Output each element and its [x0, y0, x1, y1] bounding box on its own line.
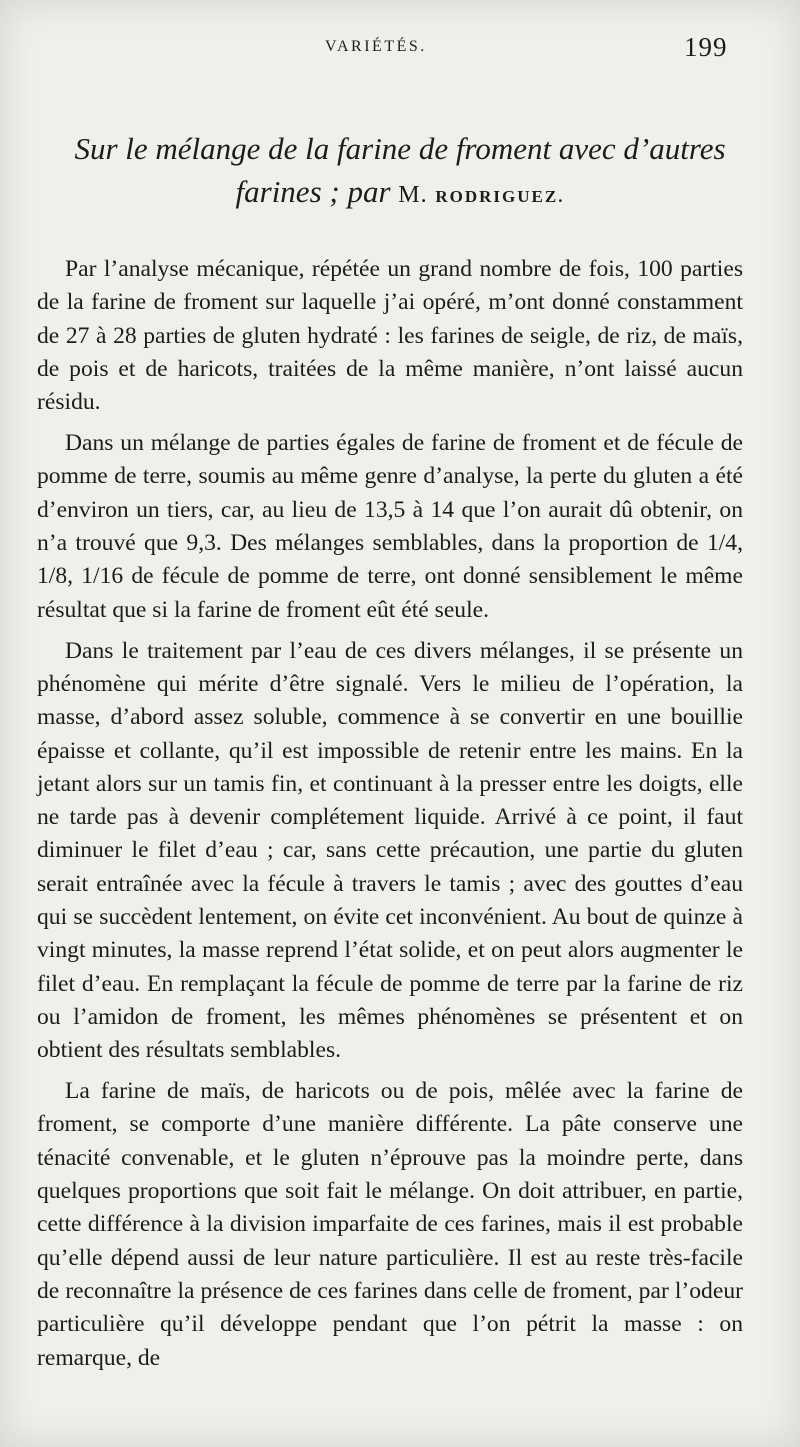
- paragraph: Dans un mélange de parties égales de farine de froment et de fécule de pomme de terre, soumis au même genre d’analyse, la perte du gluten a été d’environ un tiers, car, au lieu de 13,5 à 14 que l’on aurait dû obtenir, on n’a trouvé que 9,3. Des mélanges semblables, dans la proportion de 1/4, 1/8, 1/16 de fécule de pomme de terre, ont donné sensiblement le même résultat que si la farine de froment eût été seule.: [37, 430, 743, 623]
- author-initial: M.: [398, 182, 428, 208]
- article-body: [37, 253, 743, 1383]
- paragraph: La farine de maïs, de haricots ou de pois, mêlée avec la farine de froment, se comporte d’une manière différente. La pâte conserve une ténacité convenable, et le gluten n’éprouve pas la moindre perte, dans quelques proportions que soit fait le mélange. On doit attribuer, en partie, cette différence à la division imparfaite de ces farines, mais il est probable qu’elle dépend aussi de leur nature particulière. Il est au reste très-facile de reconnaître la présence de ces farines dans celle de froment, par l’odeur particulière qu’il développe pendant que l’on pétrit la masse : on remarque, de: [37, 1078, 743, 1371]
- running-head: [0, 32, 800, 76]
- paragraph: Dans le traitement par l’eau de ces divers mélanges, il se présente un phénomène qui mérite d’être signalé. Vers le milieu de l’opération, la masse, d’abord assez soluble, commence à se convertir en une bouillie épaisse et collante, qu’il est impossible de retenir entre les mains. En la jetant alors sur un tamis fin, et continuant à la presser entre les doigts, elle ne tarde pas à devenir complétement liquide. Arrivé à ce point, il faut diminuer le filet d’eau ; car, sans cette précaution, une partie du gluten serait entraînée avec la fécule à travers le tamis ; avec des gouttes d’eau qui se succèdent lentement, on évite cet inconvénient. Au bout de quinze à vingt minutes, la masse reprend l’état solide, et on peut alors augmenter le filet d’eau. En remplaçant la fécule de pomme de terre par la farine de riz ou l’amidon de froment, les mêmes phénomènes se présentent et on obtient des résultats semblables.: [37, 637, 743, 1064]
- author-prefix: par: [347, 174, 391, 209]
- section-title: VARIÉTÉS.: [325, 38, 427, 55]
- article-title-text: Sur le mélange de la farine de froment avec d’autres farines ;: [74, 131, 726, 209]
- paragraph: Par l’analyse mécanique, répétée un grand nombre de fois, 100 parties de la farine de froment sur laquelle j’ai opéré, m’ont donné constamment de 27 à 28 parties de gluten hydraté : les farines de seigle, de riz, de maïs, de pois et de haricots, traitées de la même manière, n’ont laissé aucun résidu.: [37, 256, 743, 416]
- article-title: [60, 127, 740, 218]
- author-name: RODRIGUEZ.: [435, 187, 565, 206]
- page-number: 199: [684, 32, 728, 62]
